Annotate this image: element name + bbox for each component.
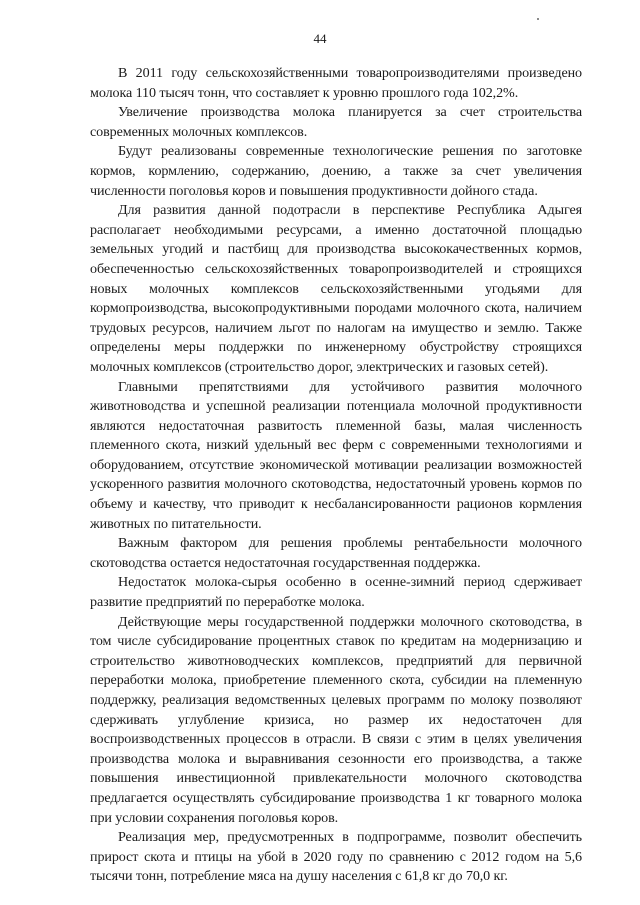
paragraph-subprogram-results: Реализация мер, предусмотренных в подпрограмме, позволит обеспечить прирост скота и птицы на убой в 2020 году по сравнению с 2012 годом на 5,6 тысячи тонн, потребление мяса на душу населения с 61,8 кг до 70,0 кг. — [90, 829, 582, 885]
page-number: 44 — [313, 31, 327, 46]
paragraph-obstacles: Главными препятствиями для устойчивого развития молочного животноводства и успешной реализации потенциала молочной продуктивности являются недостаточная развитость племенной базы, малая численность племенного скота, низкий удельный вес ферм с современными технологиями и оборудованием, отсутствие экономической мотивации реализации возможностей ускоренного развития молочного скотоводства, недостаточный уровень кормов по объему и качеству, что приводит к несбалансированности рационов кормления животных по питательности. — [90, 378, 582, 532]
scan-speck — [537, 18, 539, 20]
paragraph-current-measures: Действующие меры государственной поддержки молочного скотоводства, в том числе субсидирование процентных ставок по кредитам на модернизацию и строительство животноводческих комплексов, предприятий для первичной переработки молока, приобретение племенного скота, субсидии на племенную поддержку, реализация ведомственных целевых программ по молоку позволяют сдерживать углубление кризиса, но размер их недостаточен для воспроизводственных процессов в отрасли. В связи с этим в целях увеличения производства молока и выравнивания сезонности его производства, а также повышения инвестиционной привлекательности молочного скотоводства предлагается осуществлять субсидирование производства 1 кг товарного молока при условии сохранения поголовья коров. — [90, 613, 582, 826]
paragraph-milk-production-2011: В 2011 году сельскохозяйственными товаропроизводителями произведено молока 110 тысяч тонн, что составляет к уровню прошлого года 102,2%. — [90, 65, 582, 101]
paragraph-state-support: Важным фактором для решения проблемы рентабельности молочного скотоводства остается недостаточная государственная поддержка. — [90, 535, 582, 571]
body-text — [90, 64, 582, 887]
paragraph-raw-milk-shortage: Недостаток молока-сырья особенно в осенне-зимний период сдерживает развитие предприятий по переработке молока. — [90, 574, 582, 611]
paragraph-milk-complexes: Увеличение производства молока планируется за счет строительства современных молочных комплексов. — [90, 104, 582, 140]
paragraph-technology-solutions: Будут реализованы современные технологические решения по заготовке кормов, кормлению, содержанию, доению, а также за счет увеличения численности поголовья коров и повышения продуктивности дойного стада. — [90, 143, 582, 199]
paragraph-resources: Для развития данной подотрасли в перспективе Республика Адыгея располагает необходимыми ресурсами, а именно достаточной площадью земельных угодий и пастбищ для производства высококачественных кормов, обеспеченностью сельскохозяйственных товаропроизводителей и строящихся новых молочных комплексов сельскохозяйственными угодьями для кормопроизводства, высокопродуктивными породами молочного скота, наличием трудовых ресурсов, наличием льгот по налогам на имущество и землю. Также определены меры поддержки по инженерному обустройству строящихся молочных комплексов (строительство дорог, электрических и газовых сетей). — [90, 202, 582, 375]
